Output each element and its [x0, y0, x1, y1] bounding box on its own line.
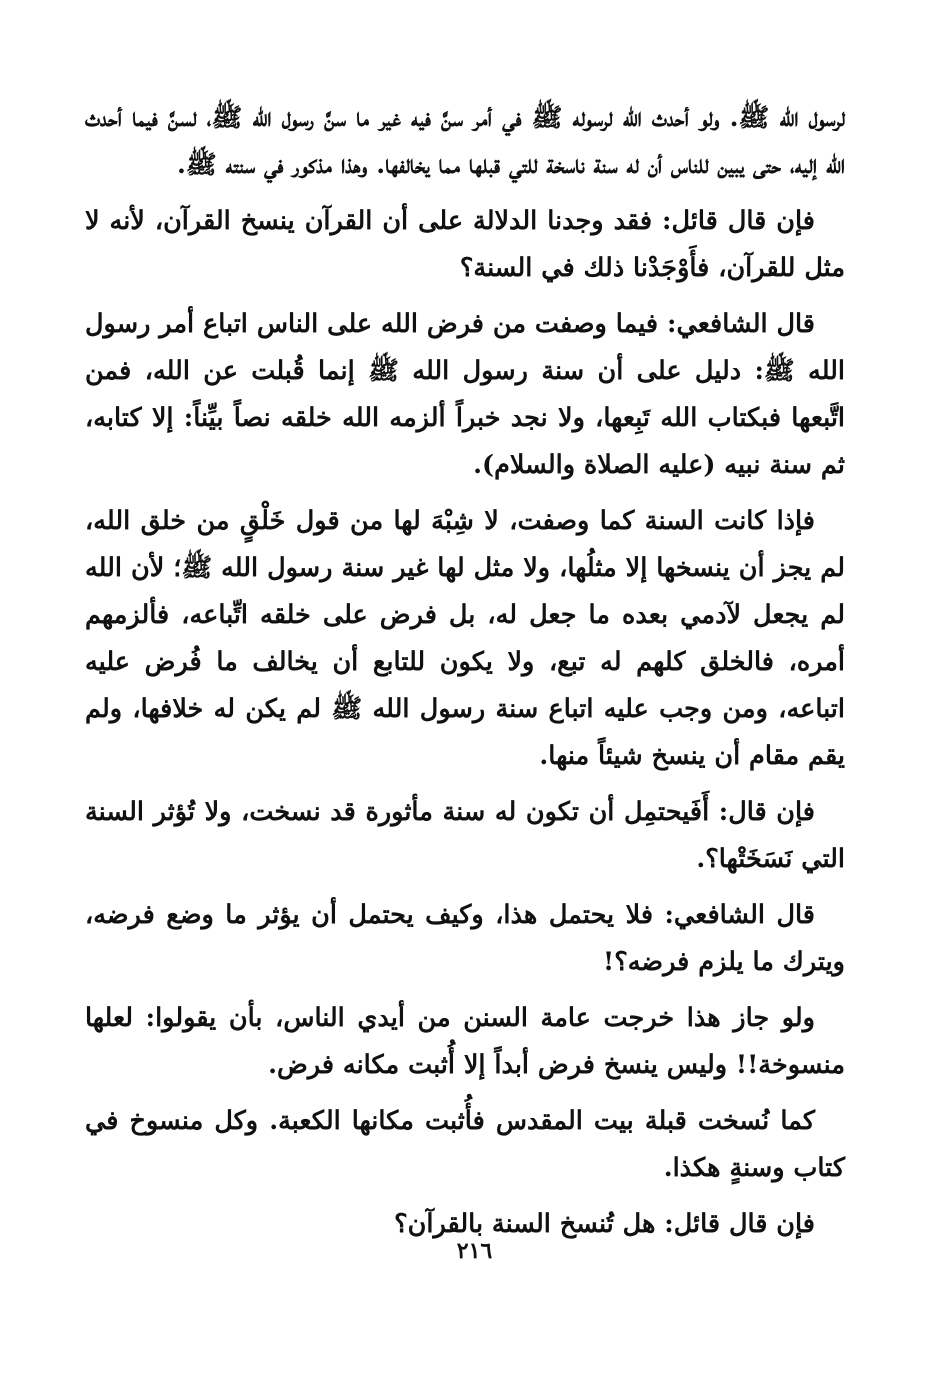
paragraph-2: [85, 198, 845, 292]
page-number: ٢١٦: [456, 1238, 493, 1264]
paragraph-8: [85, 1098, 845, 1192]
paragraph-1: [85, 95, 845, 189]
paragraph-4: [85, 498, 845, 780]
paragraph-7: [85, 995, 845, 1089]
page-body: [85, 95, 845, 1257]
paragraph-text: فإذا كانت السنة كما وصفت، لا شِبْهَ لها من قول خَلْقٍ من خلق الله، لم يجز أن ينسخها إلا مثلُها، ولا مثل لها غير سنة رسول الله ﷺ؛ لأن الله لم يجعل لآدمي بعده ما جعل له، بل فرض على خلقه اتِّباعه، فألزمهم أمره، فالخلق كلهم له تبع، ولا يكون للتابع أن يخالف ما فُرض عليه اتباعه، ومن وجب عليه اتباع سنة رسول الله ﷺ لم يكن له خلافها، ولم يقم مقام أن ينسخ شيئاً منها.: [85, 506, 845, 771]
paragraph-text: ولو جاز هذا خرجت عامة السنن من أيدي الناس، بأن يقولوا: لعلها منسوخة!! وليس ينسخ فرض أبداً إلا أُثبت مكانه فرض.: [85, 1003, 845, 1080]
paragraph-text: فإن قال: أَفَيحتمِل أن تكون له سنة مأثورة قد نسخت، ولا تُؤثر السنة التي نَسَخَتْها؟.: [85, 797, 845, 874]
speaker-label: قال الشافعي:: [664, 900, 815, 930]
paragraph-text: لرسول الله ﷺ. ولو أحدث الله لرسوله ﷺ في أمر سنَّ فيه غير ما سنَّ رسول الله ﷺ، لسنَّ فيما أحدث الله إليه، حتى يبين للناس أن له سنة ناسخة للتي قبلها مما يخالفها. وهذا مذكور في سنته ﷺ.: [85, 103, 845, 180]
paragraph-3: [85, 301, 845, 489]
speaker-label: قال الشافعي:: [667, 309, 815, 339]
paragraph-text: فلا يحتمل هذا، وكيف يحتمل أن يؤثر ما وضع فرضه، ويترك ما يلزم فرضه؟!: [85, 900, 845, 977]
paragraph-text: فإن قال قائل: فقد وجدنا الدلالة على أن القرآن ينسخ القرآن، لأنه لا مثل للقرآن، فأَوْجَدْنا ذلك في السنة؟: [85, 206, 845, 283]
paragraph-text: فإن قال قائل: هل تُنسخ السنة بالقرآن؟: [394, 1209, 815, 1239]
paragraph-6: [85, 892, 845, 986]
paragraph-5: [85, 789, 845, 883]
paragraph-text: فيما وصفت من فرض الله على الناس اتباع أمر رسول الله ﷺ: دليل على أن سنة رسول الله ﷺ إنما قُبلت عن الله، فمن اتَّبعها فبكتاب الله تَبِعها، ولا نجد خبراً ألزمه الله خلقه نصاً بيِّناً: إلا كتابه، ثم سنة نبيه (عليه الصلاة والسلام).: [85, 309, 845, 480]
paragraph-text: كما نُسخت قبلة بيت المقدس فأُثبت مكانها الكعبة. وكل منسوخ في كتاب وسنةٍ هكذا.: [85, 1106, 845, 1183]
